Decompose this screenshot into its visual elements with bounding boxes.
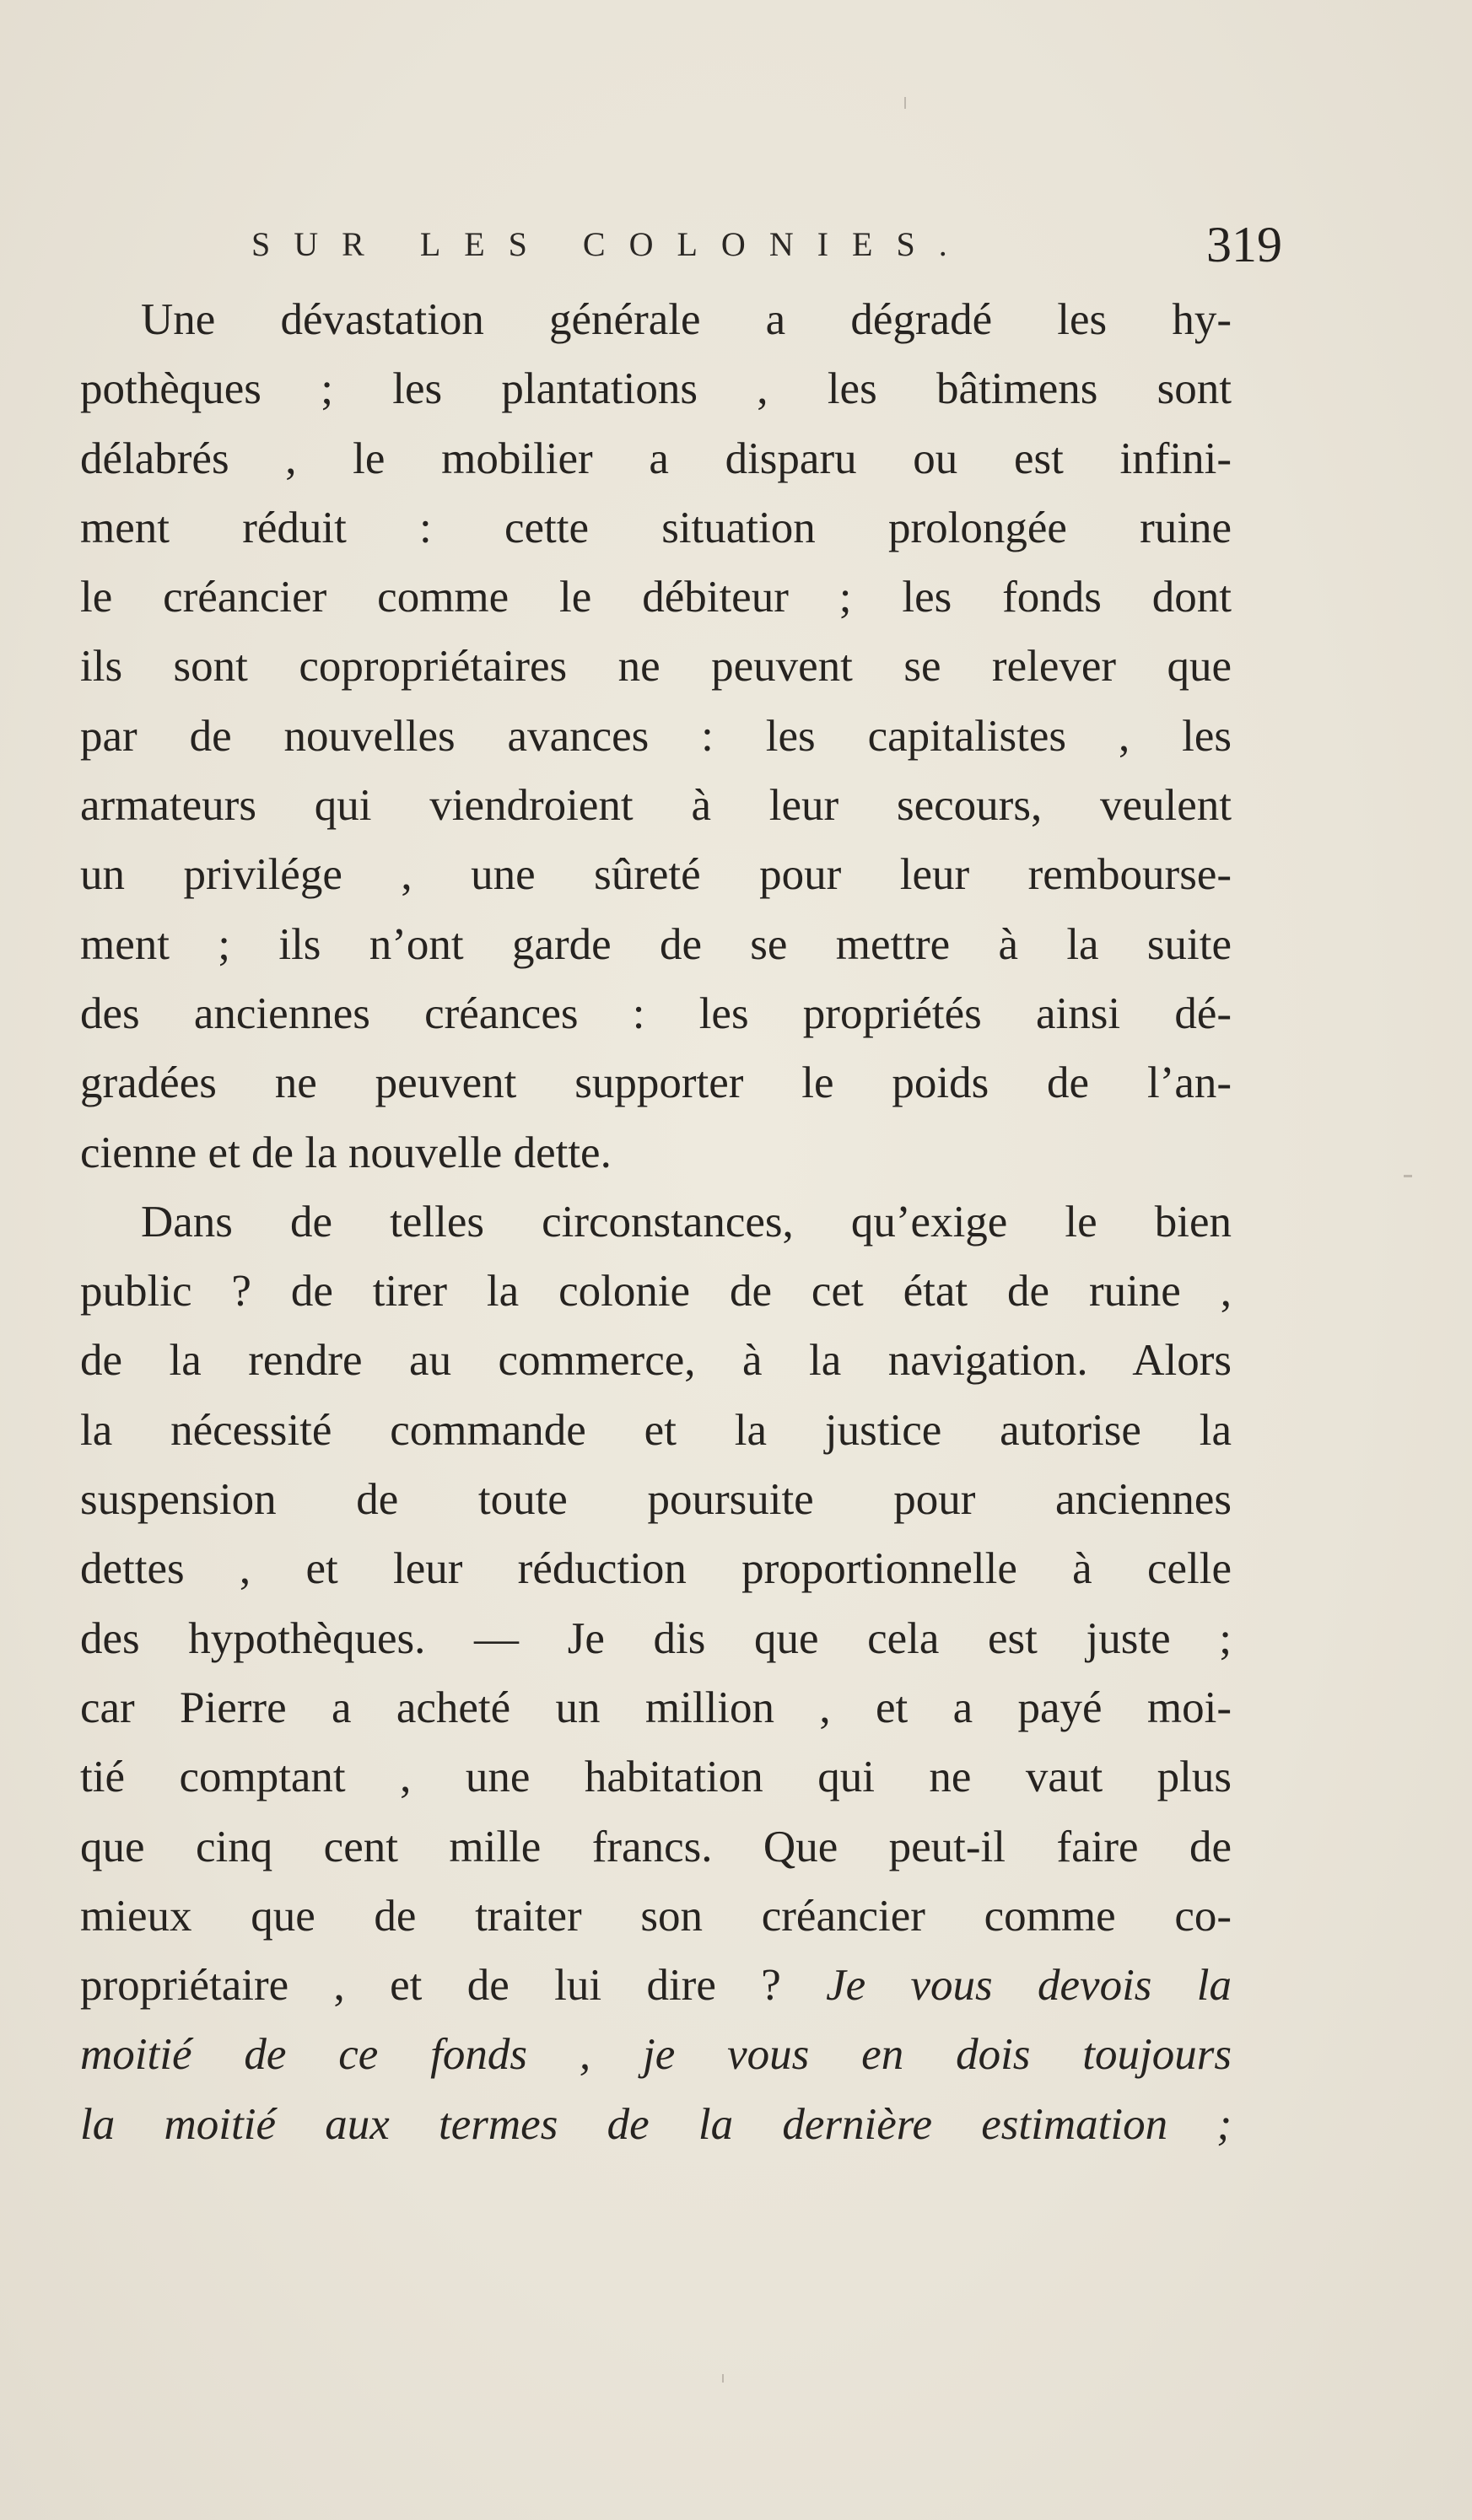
text-line: public ? de tirer la colonie de cet état de ruine , xyxy=(80,1267,1232,1317)
text-line: délabrés , le mobilier a disparu ou est infini- xyxy=(80,433,1232,483)
text-line: de la rendre au commerce, à la navigation. Alors xyxy=(80,1336,1232,1386)
text-roman: propriétaire , et de lui dire ? xyxy=(80,1961,827,2011)
text-line: un privilége , une sûreté pour leur rembourse- xyxy=(80,850,1232,900)
text-line: que cinq cent mille francs. Que peut-il faire de xyxy=(80,1822,1232,1871)
text-line: le créancier comme le débiteur ; les fonds dont xyxy=(80,573,1232,622)
text-line-italic: la moitié aux termes de la dernière estimation ; xyxy=(80,2099,1232,2149)
text-line-italic: moitié de ce fonds , je vous en dois toujours xyxy=(80,2030,1232,2080)
page-header xyxy=(251,215,1282,274)
text-line: la nécessité commande et la justice autorise la xyxy=(80,1405,1232,1455)
text-line-mixed xyxy=(80,1951,1232,2020)
text-line: armateurs qui viendroient à leur secours, veulent xyxy=(80,781,1232,831)
text-line: ils sont copropriétaires ne peuvent se relever que xyxy=(80,642,1232,692)
paper-speck xyxy=(1404,1175,1412,1177)
paper-speck xyxy=(904,97,906,109)
text-line: Dans de telles circonstances, qu’exige le bien xyxy=(141,1197,1232,1247)
text-line: par de nouvelles avances : les capitalistes , les xyxy=(80,711,1232,761)
body-text xyxy=(80,285,1232,2159)
text-line: mieux que de traiter son créancier comme co- xyxy=(80,1891,1232,1941)
text-line: dettes , et leur réduction proportionnelle à celle xyxy=(80,1544,1232,1594)
running-head: SUR LES COLONIES. xyxy=(251,225,971,263)
text-line: ment ; ils n’ont garde de se mettre à la suite xyxy=(80,919,1232,969)
page-number: 319 xyxy=(1206,217,1282,272)
text-italic: Je vous devois la xyxy=(826,1961,1232,2011)
text-line: des anciennes créances : les propriétés ainsi dé- xyxy=(80,988,1232,1038)
text-line: suspension de toute poursuite pour anciennes xyxy=(80,1475,1232,1525)
text-line: des hypothèques. — Je dis que cela est juste ; xyxy=(80,1613,1232,1663)
text-line: cienne et de la nouvelle dette. xyxy=(80,1128,612,1177)
text-line: gradées ne peuvent supporter le poids de l’an- xyxy=(80,1058,1232,1108)
paper-speck xyxy=(722,2374,724,2383)
text-line: ment réduit : cette situation prolongée ruine xyxy=(80,503,1232,552)
text-line: Une dévastation générale a dégradé les hy- xyxy=(141,295,1232,344)
text-line: tié comptant , une habitation qui ne vaut plus xyxy=(80,1753,1232,1802)
text-line: car Pierre a acheté un million , et a payé moi- xyxy=(80,1683,1232,1732)
text-line: pothèques ; les plantations , les bâtimens sont xyxy=(80,364,1232,414)
